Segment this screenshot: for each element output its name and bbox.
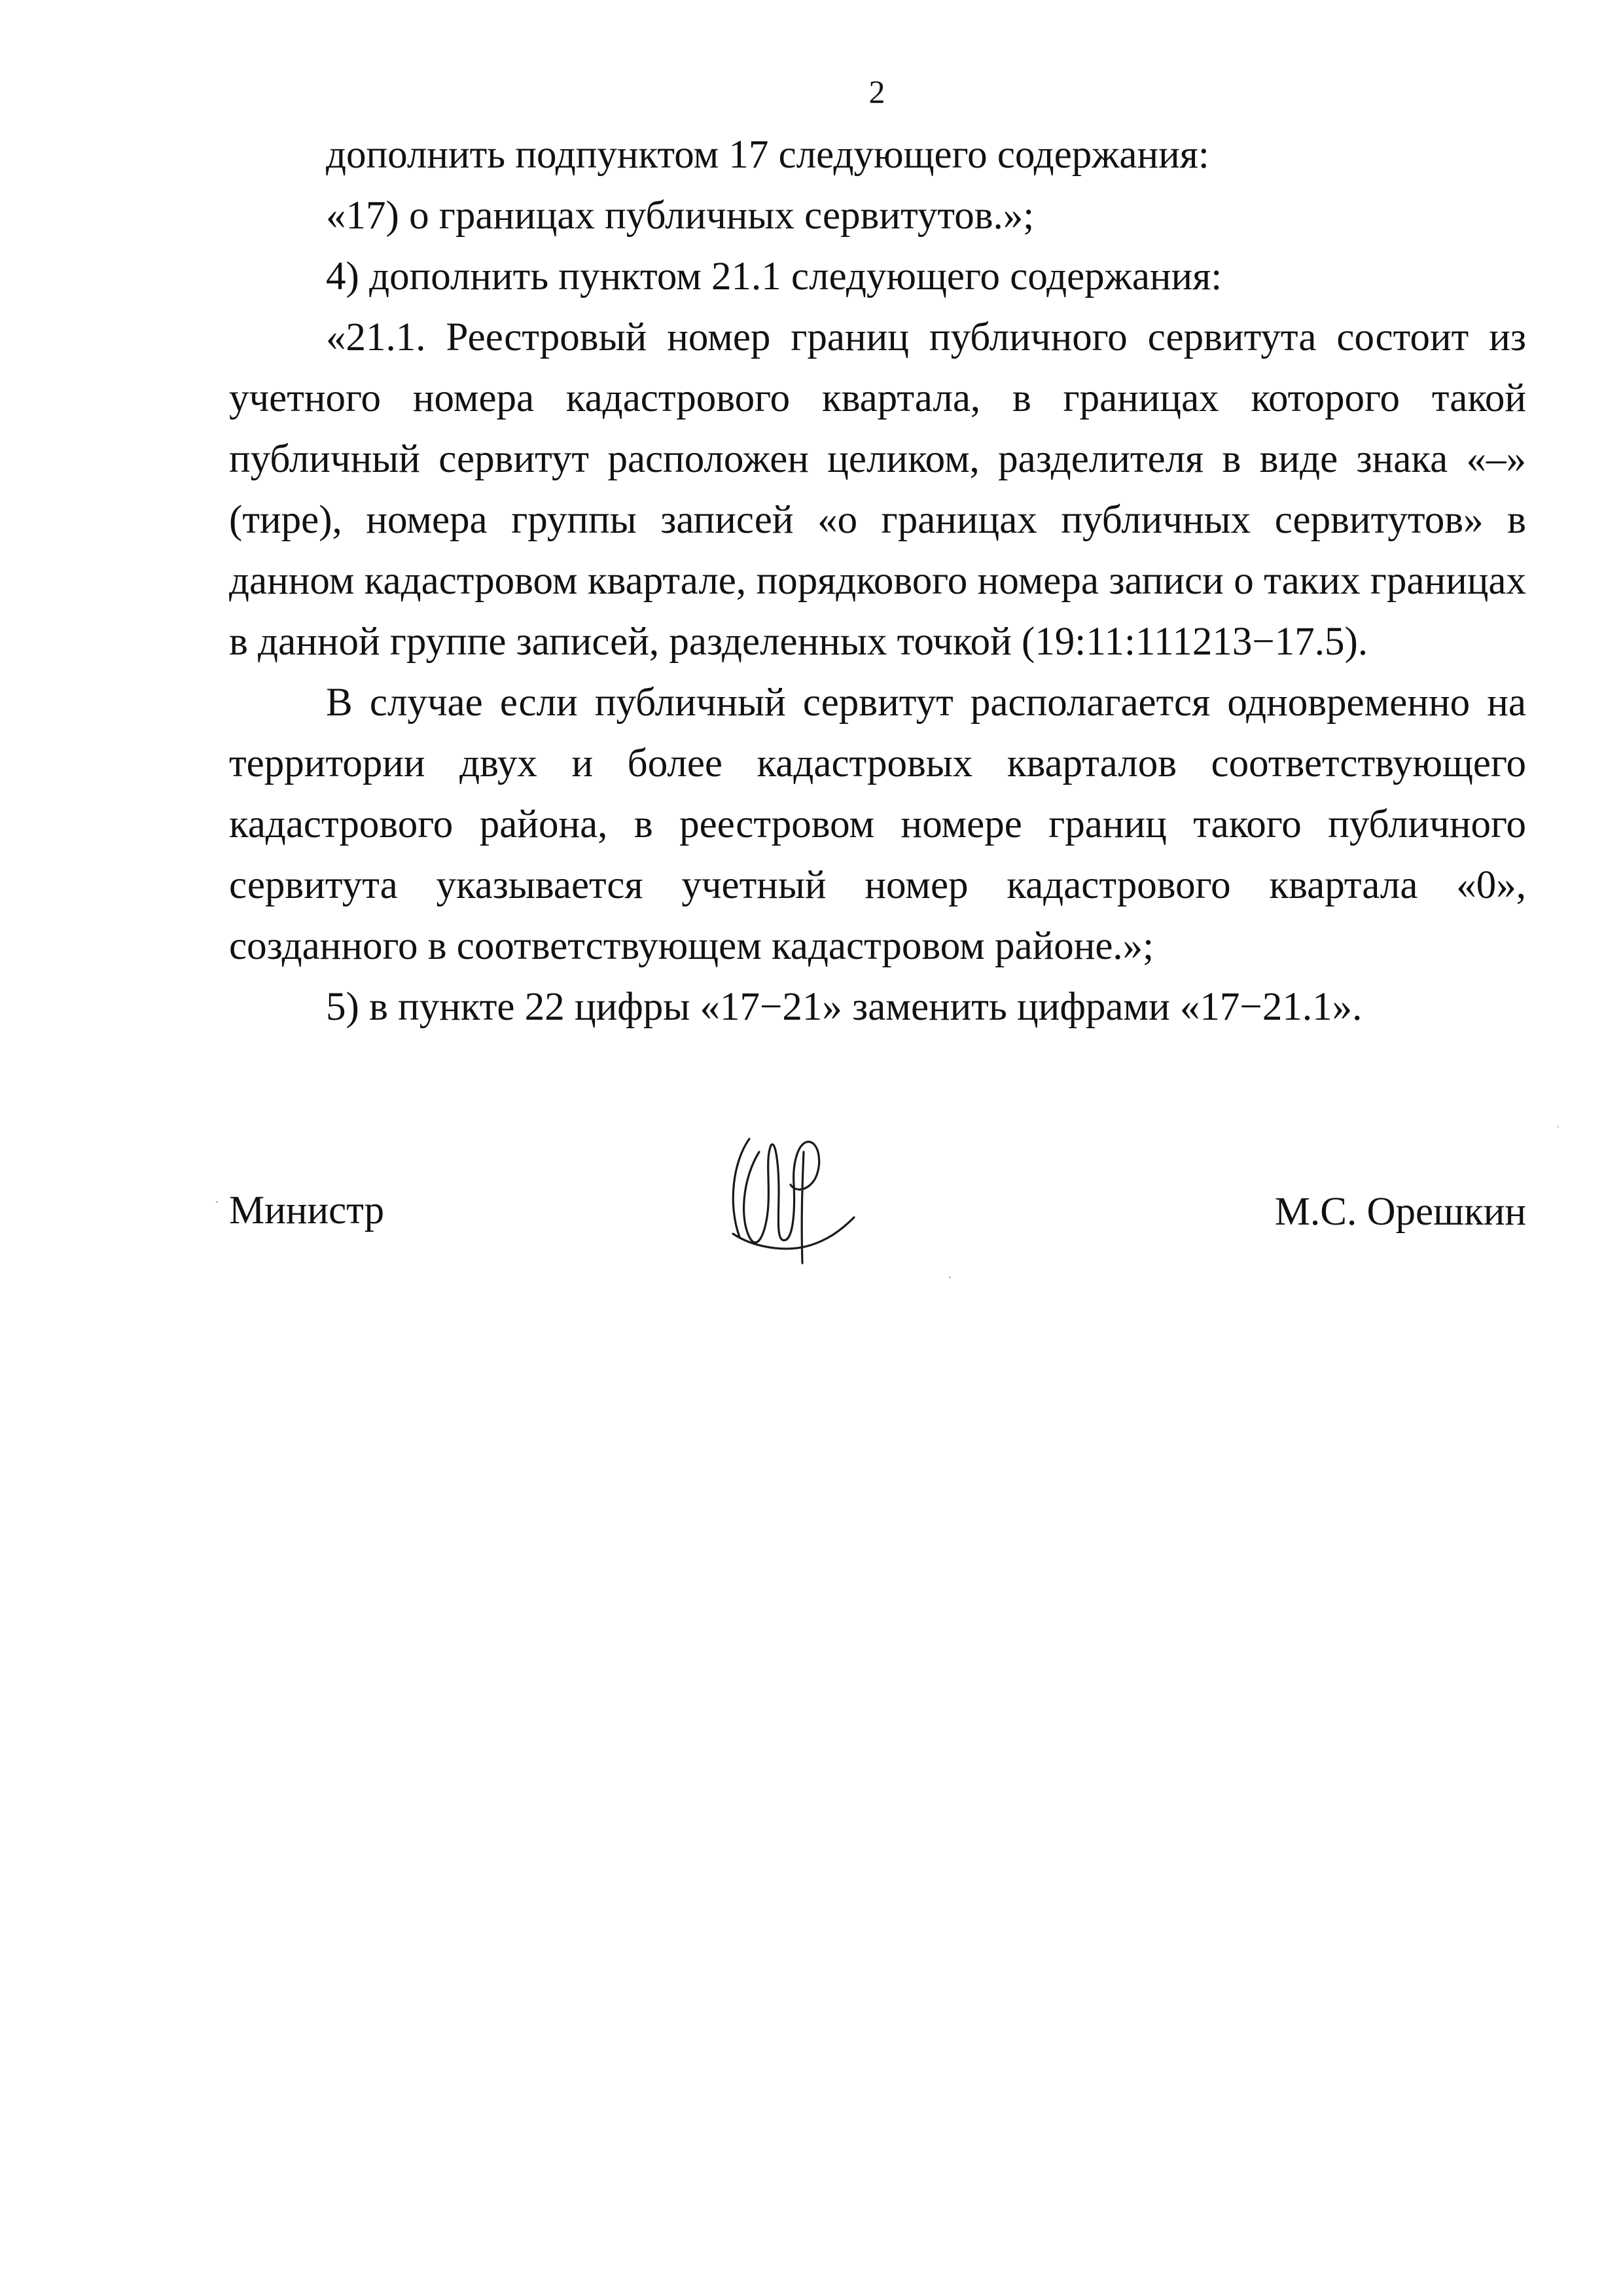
signatory-position: Министр bbox=[229, 1189, 385, 1232]
handwritten-signature bbox=[713, 1106, 864, 1276]
signatory-name: М.С. Орешкин bbox=[1274, 1190, 1526, 1234]
paragraph-1: дополнить подпунктом 17 следующего содержания: bbox=[326, 133, 1209, 177]
paragraph-2: «17) о границах публичных сервитутов.»; bbox=[326, 194, 1035, 238]
paragraph-4: «21.1. Реестровый номер границ публичного сервитута состоит из учетного номера кадастрового квартала, в границах которого такой публичный сервитут расположен целиком, разделителя в виде знака «–» (тире), номера группы записей «о границах публичных сервитутов» в данном кадастровом квартале, порядкового номера записи о таких границах в данной группе записей, разделенных точкой (19:11:111213−17.5). bbox=[229, 315, 1526, 664]
paragraph-6: 5) в пункте 22 цифры «17−21» заменить цифрами «17−21.1». bbox=[326, 985, 1363, 1029]
paragraph-3: 4) дополнить пунктом 21.1 следующего содержания: bbox=[326, 255, 1222, 298]
scan-speck bbox=[949, 1276, 951, 1278]
paragraph-5: В случае если публичный сервитут располагается одновременно на территории двух и более кадастровых кварталов соответствующего кадастрового района, в реестровом номере границ такого публичного сервитута указывается учетный номер кадастрового квартала «0», созданного в соответствующем кадастровом районе.»; bbox=[229, 681, 1526, 968]
scan-speck bbox=[216, 1201, 218, 1203]
page-number: 2 bbox=[868, 73, 885, 110]
scan-speck bbox=[1558, 1126, 1559, 1128]
document-body bbox=[229, 124, 1526, 1037]
signature-block bbox=[229, 1106, 1526, 1276]
